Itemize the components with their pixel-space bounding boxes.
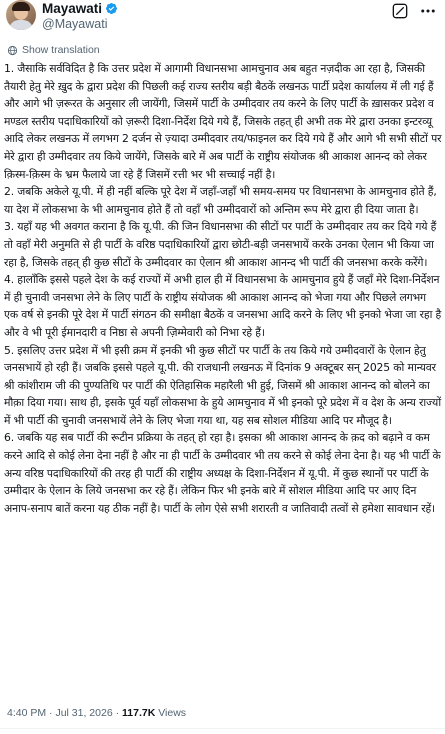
tweet-meta	[7, 707, 186, 719]
views-label: Views	[158, 707, 187, 719]
divider	[0, 728, 445, 729]
translate-globe-icon	[7, 45, 18, 56]
grok-icon[interactable]	[392, 3, 408, 19]
show-translation-label: Show translation	[22, 44, 100, 56]
views-count: 117.7K	[122, 707, 156, 719]
author-name-row	[42, 1, 118, 16]
tweet-paragraph-3: 3. यहाँ यह भी अवगत कराना है कि यू.पी. की जिन विधानसभा की सीटों पर पार्टी के उम्मीदवार तय कर दिये गये हैं तो वहाँ मेरी अनुमति से ही पार्टी के वरिष्ठ पदाधिकारियों द्वारा छोटी-बड़ी जनसभायें करके उनका ऐलान भी किया जा रहा है, जिसके तहत् ही कुछ सीटों के उम्मीदवार का ऐलान श्री आकाश आनन्द भी पार्टी की जनसभा करके करेंगे।	[4, 220, 437, 269]
tweet-paragraph-2: 2. जबकि अकेले यू.पी. में ही नहीं बल्कि पूरे देश में जहाँ-जहाँ भी समय-समय पर विधानसभा के आमचुनाव होते हैं, या देश में लोकसभा के भी आमचुनाव होते हैं तो वहाँ भी उम्मीदवारों को अन्तिम रूप मेरे द्वारा ही दिया जाता है।	[4, 185, 437, 216]
meta-separator: ·	[49, 707, 53, 719]
tweet-paragraph-5: 5. इसलिए उत्तर प्रदेश में भी इसी क्रम में इनकी भी कुछ सीटों पर पार्टी के तय किये गये उम्मीदवारों के ऐलान हेतु जनसभायें हो रही हैं। जबकि इससे पहले यू.पी. की राजधानी लखनऊ में दिनांक 9 अक्टूबर सन् 2025 को मान्यवर श्री कांशीराम जी की पुण्यतिथि पर पार्टी की ऐतिहासिक महारैली भी हुई, जिसमें श्री आकाश आनन्द को बोलने का मौक़ा दिया गया। साथ ही, इसके पूर्व यहाँ लोकसभा के हुये आमचुनाव में भी इनको पूरे प्रदेश में व देश के अन्य राज्यों में भी पार्टी की चुनावी जनसभायें लेने के लिए भेजा गया था, यह सब सोशल मीडिया आदि पर मौजूद है।	[4, 343, 441, 427]
tweet-paragraph-6: 6. जबकि यह सब पार्टी की रूटीन प्रक्रिया के तहत् हो रहा है। इसका श्री आकाश आनन्द के क़द को बढ़ाने व कम करने आदि से कोई लेना देना नहीं है और ना ही पार्टी के उम्मीदवार भी तय करने से कोई लेना देना है। यह भी पार्टी के अन्य वरिष्ठ पदाधिकारियों की तरह ही पार्टी की राष्ट्रीय अध्यक्ष के दिशा-निर्देशन में यू.पी. में कुछ स्थानों पर पार्टी के उम्मीदार के ऐलान के लिये जनसभा कर रहे हैं। लेकिन फिर भी इनके बारे में सोशल मीडिया आदि पर आए दिन अनाप-सनाप बातें करना यह ठीक नहीं है। पार्टी के लोग ऐसे सभी शरारती व जातिवादी तत्वों से हमेशा सावधान रहें।	[4, 431, 441, 515]
more-options-icon[interactable]	[418, 2, 438, 20]
tweet-header	[0, 0, 445, 36]
avatar[interactable]	[6, 0, 36, 30]
author-handle[interactable]: @Mayawati	[42, 17, 108, 31]
tweet-text	[4, 60, 442, 517]
meta-separator: ·	[115, 707, 120, 719]
author-name[interactable]: Mayawati	[42, 1, 103, 16]
show-translation-link[interactable]	[7, 44, 100, 56]
tweet-paragraph-4: 4. हालाँकि इससे पहले देश के कई राज्यों में अभी हाल ही में विधानसभा के आमचुनाव हुये हैं जहाँ मेरे दिशा-निर्देशन में ही चुनावी जनसभा लेने के लिए पार्टी के राष्ट्रीय संयोजक श्री आकाश आनन्द को भेजा गया और पिछले लगभग एक वर्ष से इनकी पूरे देश में पार्टी संगठन की समीक्षा बैठकें व जनसभा आदि करने के लिए भी इनको भेजा जा रहा है और वे भी पूरी ईमानदारी व निष्ठा से अपनी ज़िम्मेवारी को निभा रहे हैं।	[4, 273, 442, 339]
verified-badge-icon	[105, 2, 118, 15]
tweet-paragraph-1: 1. जैसाकि सर्वविदित है कि उत्तर प्रदेश में आगामी विधानसभा आमचुनाव अब बहुत नज़दीक आ रहा है, जिसकी तैयारी हेतु मेरे ख़ुद के द्वारा प्रदेश की पिछली कई राज्य स्तरीय बड़ी बैठकें लखनऊ पार्टी प्रदेश कार्यालय में ली गई हैं और आगे भी ज़रूरत के अनुसार ली जायेंगी, जिसमें पार्टी के उम्मीदवार तय करने के लिए पार्टी के ख़ासकर प्रदेश व मण्डल स्तरीय पदाधिकारियों को ज़रूरी दिशा-निर्देश दिये गये हैं, जिसके तहत् ही अभी तक मेरे द्वारा उनका इन्टरव्यू आदि लेकर लखनऊ में लगभग 2 दर्जन से ज़्यादा उम्मीदवार तय/फाइनल कर दिये गये हैं और आगे भी सभी सीटों पर मेरे द्वारा ही उम्मीदवार तय किये जायेंगे, जिसके बारे में अब पार्टी के राष्ट्रीय संयोजक श्री आकाश आनन्द को लेकर क़िस्म-क़िस्म के भ्रम फैलाये जा रहे हैं जिसमें रत्ती भर भी सच्चाई नहीं है।	[4, 62, 442, 181]
tweet-time[interactable]: 4:40 PM	[7, 707, 47, 719]
tweet-date[interactable]: Jul 31, 2026	[55, 707, 113, 719]
